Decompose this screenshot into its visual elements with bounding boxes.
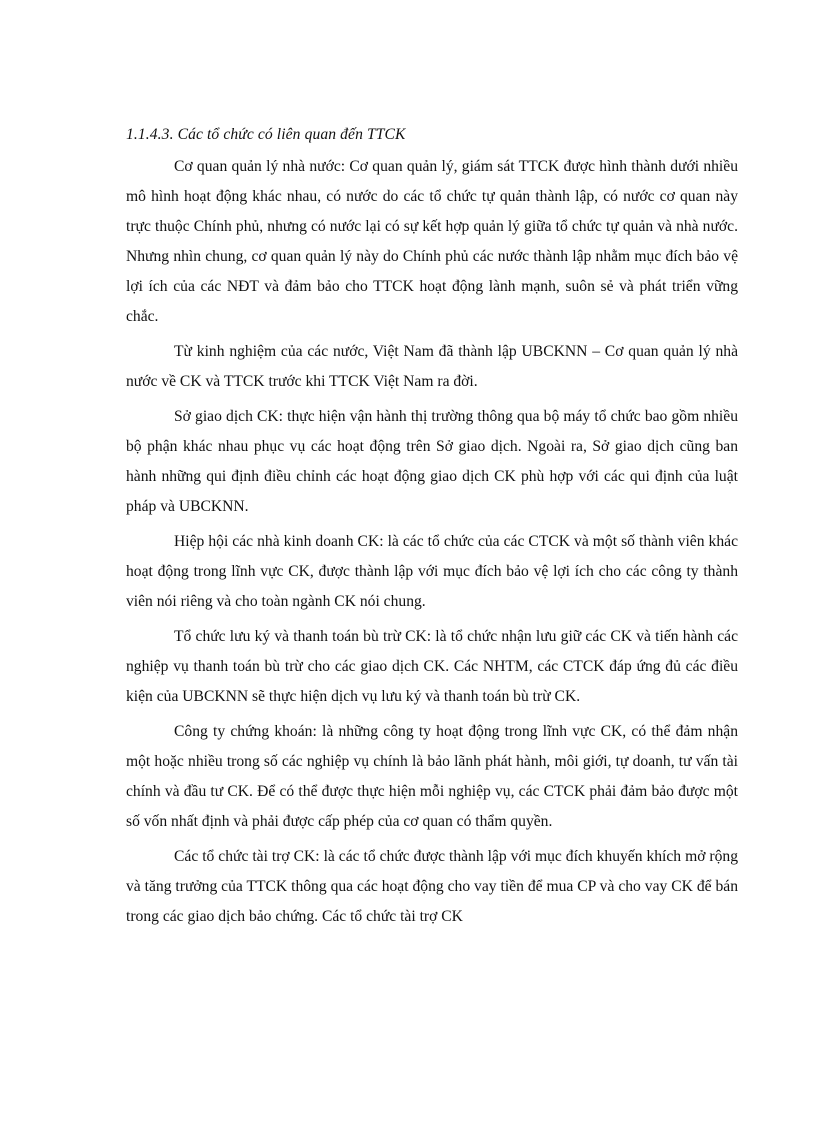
paragraph-securities-dealers-association: Hiệp hội các nhà kinh doanh CK: là các tổ chức của các CTCK và một số thành viên khác hoạt động trong lĩnh vực CK, được thành lập với mục đích bảo vệ lợi ích cho các công ty thành viên nói riêng và cho toàn ngành CK nói chung. bbox=[126, 533, 738, 610]
paragraph-securities-financing: Các tổ chức tài trợ CK: là các tổ chức được thành lập với mục đích khuyến khích mở rộng và tăng trưởng của TTCK thông qua các hoạt động cho vay tiền để mua CP và cho vay CK để bán trong các giao dịch bảo chứng. Các tổ chức tài trợ CK bbox=[126, 848, 738, 925]
paragraph-vietnam-ubcknn: Từ kinh nghiệm của các nước, Việt Nam đã thành lập UBCKNN – Cơ quan quản lý nhà nước về CK và TTCK trước khi TTCK Việt Nam ra đời. bbox=[126, 343, 738, 390]
section-heading: 1.1.4.3. Các tổ chức có liên quan đến TTCK bbox=[126, 126, 406, 143]
paragraph-state-management-agency: Cơ quan quản lý nhà nước: Cơ quan quản lý, giám sát TTCK được hình thành dưới nhiều mô hình hoạt động khác nhau, có nước do các tổ chức tự quản thành lập, có nước cơ quan này trực thuộc Chính phủ, nhưng có nước lại có sự kết hợp quản lý giữa tổ chức tự quản và nhà nước. Nhưng nhìn chung, cơ quan quản lý này do Chính phủ các nước thành lập nhằm mục đích bảo vệ lợi ích của các NĐT và đảm bảo cho TTCK hoạt động lành mạnh, suôn sẻ và phát triển vững chắc. bbox=[126, 158, 738, 325]
paragraph-depository-clearing: Tổ chức lưu ký và thanh toán bù trừ CK: là tổ chức nhận lưu giữ các CK và tiến hành các nghiệp vụ thanh toán bù trừ cho các giao dịch CK. Các NHTM, các CTCK đáp ứng đủ các điều kiện của UBCKNN sẽ thực hiện dịch vụ lưu ký và thanh toán bù trừ CK. bbox=[126, 628, 738, 705]
paragraph-stock-exchange: Sở giao dịch CK: thực hiện vận hành thị trường thông qua bộ máy tổ chức bao gồm nhiều bộ phận khác nhau phục vụ các hoạt động trên Sở giao dịch. Ngoài ra, Sở giao dịch cũng ban hành những qui định điều chỉnh các hoạt động giao dịch CK phù hợp với các qui định của luật pháp và UBCKNN. bbox=[126, 408, 738, 515]
document-body bbox=[126, 120, 738, 937]
paragraph-securities-company: Công ty chứng khoán: là những công ty hoạt động trong lĩnh vực CK, có thể đảm nhận một hoặc nhiều trong số các nghiệp vụ chính là bảo lãnh phát hành, môi giới, tự doanh, tư vấn tài chính và đầu tư CK. Để có thể được thực hiện mỗi nghiệp vụ, các CTCK phải đảm bảo được một số vốn nhất định và phải được cấp phép của cơ quan có thẩm quyền. bbox=[126, 723, 738, 830]
